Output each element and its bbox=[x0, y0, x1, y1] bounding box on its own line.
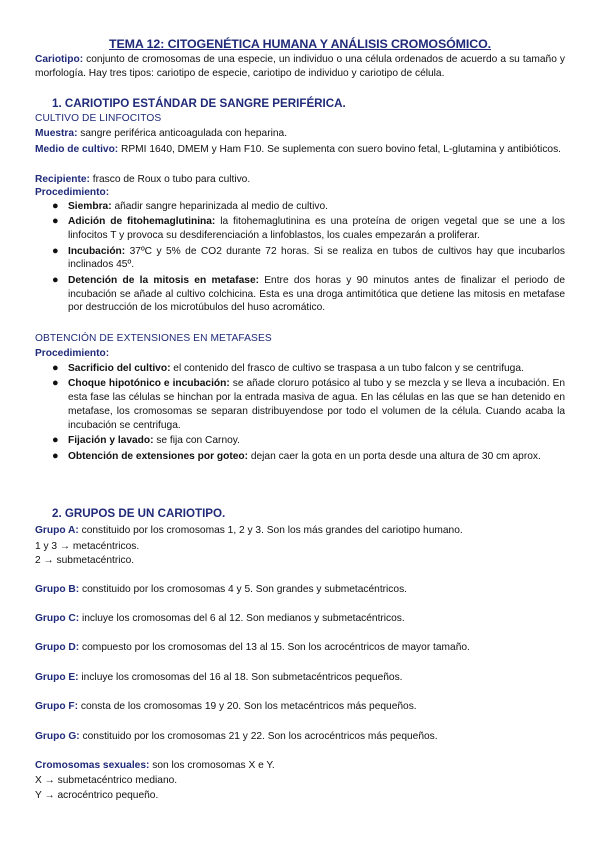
procedimiento-heading: Procedimiento: bbox=[35, 187, 110, 198]
document-title: TEMA 12: CITOGENÉTICA HUMANA Y ANÁLISIS CROMOSÓMICO. bbox=[109, 37, 491, 51]
list-item: ● Fijación y lavado: se fija con Carnoy. bbox=[52, 434, 240, 447]
muestra-line bbox=[35, 127, 565, 141]
medio-text: RPMI 1640, DMEM y Ham F10. Se suplementa con suero bovino fetal, L-glutamina y antibióticos. bbox=[118, 144, 562, 155]
grupo-c-line: Grupo C: incluye los cromosomas del 6 al 12. Son medianos y submetacéntricos. bbox=[35, 613, 405, 624]
list-item: ● Sacrificio del cultivo: el contenido del frasco de cultivo se traspasa a un tubo falcon y se centrifuga. bbox=[52, 362, 524, 374]
list-item: ● Incubación: 37ºC y 5% de CO2 durante 72 horas. Si se realiza en tubos de cultivos hay que incubarlos inclinados 45º. bbox=[52, 244, 565, 271]
muestra-label: Muestra: bbox=[35, 128, 78, 139]
list-item: ● Choque hipotónico e incubación: se añade cloruro potásico al tubo y se mezcla y se lleva a incubación. En esta fase las células se hinchan por la entrada masiva de agua. En las células en las que se han detenido en metafase, los cromosomas se separan distribuyendose por todo el volumen de la célula. Cuando acaba la incubación se centrifuga. bbox=[52, 377, 565, 431]
cromosomas-sexuales-line: Cromosomas sexuales: son los cromosomas X e Y. bbox=[35, 760, 275, 771]
cariotipo-label: Cariotipo: bbox=[35, 54, 84, 65]
bullet-icon: ● bbox=[52, 362, 59, 374]
list-item: ● Adición de fitohemaglutinina: la fitohemaglutinina es una proteína de origen vegetal que se une a los linfocitos T y provoca su desdiferenciación a linfoblastos, los cuales empezarán a proliferar. bbox=[52, 215, 565, 242]
extensiones-subheading: OBTENCIÓN DE EXTENSIONES EN METAFASES bbox=[35, 333, 272, 344]
grupo-b-line: Grupo B: constituido por los cromosomas 4 y 5. Son grandes y submetacéntricos. bbox=[35, 584, 407, 595]
bullet-icon: ● bbox=[52, 273, 59, 286]
bullet-icon: ● bbox=[52, 434, 59, 447]
cultivo-steps-list bbox=[52, 200, 565, 317]
grupo-e-line: Grupo E: incluye los cromosomas del 16 al 18. Son submetacéntricos pequeños. bbox=[35, 672, 403, 683]
cultivo-linfocitos-subheading: CULTIVO DE LINFOCITOS bbox=[35, 113, 162, 124]
muestra-text: sangre periférica anticoagulada con heparina. bbox=[77, 128, 288, 139]
section1-heading: 1. CARIOTIPO ESTÁNDAR DE SANGRE PERIFÉRICA. bbox=[52, 97, 346, 110]
medio-label: Medio de cultivo: bbox=[35, 144, 119, 155]
list-item: ● Obtención de extensiones por goteo: dejan caer la gota en un porta desde una altura de 30 cm aprox. bbox=[52, 449, 541, 462]
grupo-a-detail-2: 2 → submetacéntrico. bbox=[35, 555, 135, 566]
cromosoma-x-line: X → submetacéntrico mediano. bbox=[35, 775, 178, 786]
grupo-a-detail-1: 1 y 3 → metacéntricos. bbox=[35, 541, 140, 552]
bullet-icon: ● bbox=[52, 449, 59, 462]
medio-cultivo-paragraph bbox=[35, 143, 565, 157]
recipiente-line bbox=[35, 173, 565, 187]
list-item: ● Detención de la mitosis en metafase: Entre dos horas y 90 minutos antes de finalizar el periodo de incubación se añade al cultivo colchicina. Esta es una droga antimitótica que detiene las mitosis en metafase por destrucción de los microtúbulos del huso acromático. bbox=[52, 273, 565, 314]
list-item: ● Siembra: añadir sangre heparinizada al medio de cultivo. bbox=[52, 200, 328, 212]
grupo-a-line: Grupo A: constituido por los cromosomas 1, 2 y 3. Son los más grandes del cariotipo humano. bbox=[35, 525, 463, 536]
extensiones-steps-list bbox=[52, 362, 565, 465]
cariotipo-text: conjunto de cromosomas de una especie, un individuo o una célula ordenados de acuerdo a su tamaño y morfología. Hay tres tipos: cariotipo de especie, cariotipo de individuo y cariotipo de célula. bbox=[35, 54, 565, 79]
procedimiento2-heading: Procedimiento: bbox=[35, 348, 110, 359]
bullet-icon: ● bbox=[52, 215, 59, 228]
bullet-icon: ● bbox=[52, 200, 59, 212]
bullet-icon: ● bbox=[52, 377, 59, 390]
grupo-f-line: Grupo F: consta de los cromosomas 19 y 20. Son los metacéntricos más pequeños. bbox=[35, 701, 417, 712]
section2-heading: 2. GRUPOS DE UN CARIOTIPO. bbox=[52, 507, 226, 520]
recipiente-label: Recipiente: bbox=[35, 174, 90, 185]
bullet-icon: ● bbox=[52, 244, 59, 257]
recipiente-text: frasco de Roux o tubo para cultivo. bbox=[89, 174, 251, 185]
cariotipo-definition bbox=[35, 53, 565, 81]
grupo-d-line: Grupo D: compuesto por los cromosomas del 13 al 15. Son los acrocéntricos de mayor tamaño. bbox=[35, 642, 470, 653]
cromosoma-y-line: Y → acrocéntrico pequeño. bbox=[35, 790, 159, 801]
grupo-g-line: Grupo G: constituido por los cromosomas 21 y 22. Son los acrocéntricos más pequeños. bbox=[35, 731, 438, 742]
